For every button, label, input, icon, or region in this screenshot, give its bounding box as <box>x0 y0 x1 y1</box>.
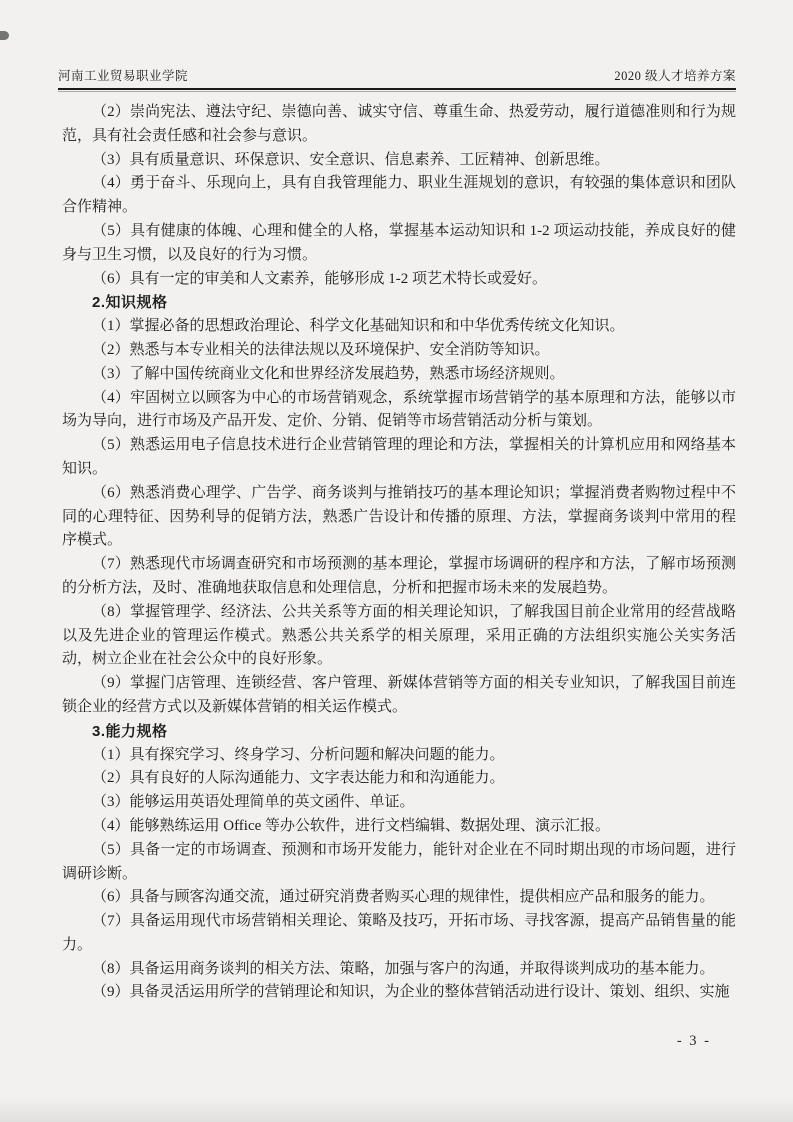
section-heading: 3.能力规格 <box>92 722 168 740</box>
paragraph-item: （8）具备运用商务谈判的相关方法、策略，加强与客户的沟通，并取得谈判成功的基本能力。 <box>92 960 715 977</box>
paragraph-item: （9）具备灵活运用所学的营销理论和知识，为企业的整体营销活动进行设计、策划、组织、实施 <box>92 984 730 1001</box>
paragraph-item: （6）具备与顾客沟通交流，通过研究消费者购买心理的规律性，提供相应产品和服务的能力。 <box>92 889 715 906</box>
scan-artifact <box>0 31 9 40</box>
paragraph-item: （6）具有一定的审美和人文素养，能够形成 1-2 项艺术特长或爱好。 <box>92 270 547 287</box>
paragraph-item: （5）具备一定的市场调查、预测和市场开发能力，能针对企业在不同时期出现的市场问题，进行调研诊断。 <box>62 841 736 882</box>
paragraph-item: （7）熟悉现代市场调查研究和市场预测的基本理论，掌握市场调研的程序和方法，了解市场预测的分析方法，及时、准确地获取信息和处理信息，分析和把握市场未来的发展趋势。 <box>62 556 736 596</box>
paragraph-item: （5）具有健康的体魄、心理和健全的人格，掌握基本运动知识和 1-2 项运动技能，养成良好的健身与卫生习惯，以及良好的行为习惯。 <box>62 222 736 263</box>
paragraph-item: （7）具备运用现代市场营销相关理论、策略及技巧，开拓市场、寻找客源，提高产品销售量的能力。 <box>62 913 736 953</box>
paragraph-item: （4）勇于奋斗、乐现向上，具有自我管理能力、职业生涯规划的意识，有较强的集体意识和团队合作精神。 <box>62 175 736 216</box>
paragraph-item: （1）掌握必备的思想政治理论、科学文化基础知识和和中华优秀传统文化知识。 <box>92 318 625 335</box>
paragraph-item: （8）掌握管理学、经济法、公共关系等方面的相关理论知识，了解我国目前企业常用的经营战略以及先进企业的管理运作模式。熟悉公共关系学的相关原理，采用正确的方法组织实施公关实务活动，树立企业在社会公众中的良好形象。 <box>62 603 736 668</box>
paragraph-item: （6）熟悉消费心理学、广告学、商务谈判与推销技巧的基本理论知识；掌握消费者购物过程中不同的心理特征、因势利导的促销方法，熟悉广告设计和传播的原理、方法，掌握商务谈判中常用的程序模式。 <box>62 484 736 549</box>
paragraph-item: （3）能够运用英语处理简单的英文函件、单证。 <box>92 794 415 811</box>
header-school-name: 河南工业贸易职业学院 <box>58 69 189 83</box>
page-header <box>58 66 736 88</box>
paragraph-item: （2）崇尚宪法、遵法守纪、崇德向善、诚实守信、尊重生命、热爱劳动，履行道德准则和行为规范，具有社会责任感和社会参与意识。 <box>62 104 736 144</box>
paragraph-item: （2）熟悉与本专业相关的法律法规以及环境保护、安全消防等知识。 <box>92 341 550 358</box>
paragraph-item: （1）具有探究学习、终身学习、分析问题和解决问题的能力。 <box>92 746 505 763</box>
section-heading: 2.知识规格 <box>92 294 168 312</box>
paragraph-item: （4）牢固树立以顾客为中心的市场营销观念，系统掌握市场营销学的基本原理和方法，能够以市场为导向，进行市场及产品开发、定价、分销、促销等市场营销活动分析与策划。 <box>62 389 736 430</box>
paragraph-item: （2）具有良好的人际沟通能力、文字表达能力和和沟通能力。 <box>92 770 505 787</box>
paragraph-item: （3）具有质量意识、环保意识、安全意识、信息素养、工匠精神、创新思维。 <box>92 151 610 168</box>
page-number: - 3 - <box>676 1033 711 1049</box>
paragraph-item: （5）熟悉运用电子信息技术进行企业营销管理的理论和方法，掌握相关的计算机应用和网络基本知识。 <box>62 437 736 477</box>
header-doc-title: 2020 级人才培养方案 <box>614 69 736 83</box>
paragraph-item: （9）掌握门店管理、连锁经营、客户管理、新媒体营销等方面的相关专业知识，了解我国目前连锁企业的经营方式以及新媒体营销的相关运作模式。 <box>62 675 736 715</box>
paragraph-item: （4）能够熟练运用 Office 等办公软件，进行文档编辑、数据处理、演示汇报。 <box>92 817 611 834</box>
document-body <box>62 92 736 1005</box>
paragraph-item: （3）了解中国传统商业文化和世界经济发展趋势，熟悉市场经济规则。 <box>92 365 565 382</box>
